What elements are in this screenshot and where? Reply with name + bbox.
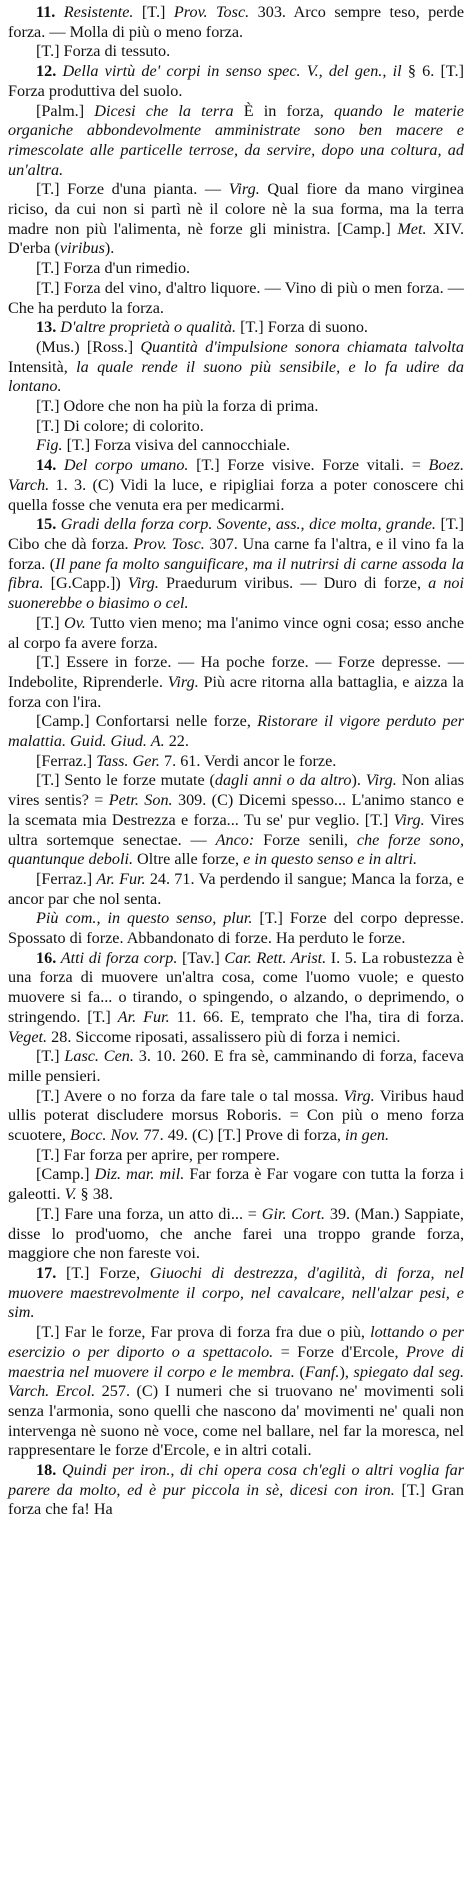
text-run: [T.] Forza del vino, d'altro liquore. — Vino di più o men forza. — Che ha perduto la forza. bbox=[8, 278, 464, 317]
entry-number: 11. bbox=[36, 3, 64, 21]
italic-text: Anco: bbox=[215, 830, 264, 849]
numbered-entry bbox=[8, 1461, 464, 1520]
entry-paragraph bbox=[8, 397, 464, 417]
text-run: ( bbox=[299, 1362, 305, 1381]
italic-text: Più com., in questo senso, plur. bbox=[36, 909, 260, 928]
numbered-entry bbox=[8, 62, 464, 101]
text-run: 3. 10. 260. E fra sè, camminando di forza, faceva mille pensieri. bbox=[8, 1047, 464, 1085]
entry-paragraph bbox=[8, 42, 464, 62]
text-run: 303. Arco sempre teso, perde forza. — Molla di più o meno forza. bbox=[8, 3, 465, 41]
text-run: Praedurum viribus. — Duro di forze, bbox=[166, 574, 429, 593]
text-run: [T.] Far le forze, Far prova di forza fra due o più, bbox=[36, 1323, 371, 1342]
text-run: [T.] bbox=[141, 3, 174, 21]
italic-text: Veget. bbox=[8, 1027, 52, 1046]
entry-number: 14. bbox=[36, 456, 64, 475]
text-run: Non alias vires sentis? = bbox=[8, 771, 464, 810]
text-run: Intensità, bbox=[8, 357, 77, 376]
text-run: Tutto vien meno; ma l'animo vince ogni cosa; esso anche al corpo fa avere forza. bbox=[8, 613, 464, 652]
text-run: Viribus haud ullis poterat discludere morsus Roboris. = Con più o meno forza scuotere, bbox=[8, 1086, 464, 1145]
text-run: 28. Siccome riposati, assalissero più di forza i nemici. bbox=[51, 1027, 401, 1046]
italic-text: Virg. bbox=[167, 672, 204, 691]
entry-paragraph bbox=[8, 1323, 464, 1461]
text-run: Oltre alle forze, bbox=[137, 850, 244, 869]
italic-text: Il pane fa molto sanguificare, ma il nutrirsi di carne assoda la fibra. bbox=[8, 554, 464, 593]
italic-text: Car. Rett. Arist. bbox=[224, 948, 331, 967]
text-run: [Palm.] bbox=[36, 101, 95, 120]
text-run: [Ferraz.] bbox=[36, 751, 97, 770]
text-run: [T.] Avere o no forza da fare tale o tal mossa. bbox=[36, 1086, 344, 1105]
numbered-entry bbox=[8, 318, 464, 338]
entry-paragraph bbox=[8, 417, 464, 437]
numbered-entry bbox=[8, 456, 464, 515]
text-run: [G.Capp.]) bbox=[50, 574, 128, 593]
text-run: [T.] Forza d'un rimedio. bbox=[36, 259, 191, 278]
italic-text: Ov. bbox=[64, 613, 91, 632]
italic-text: Gradi della forza corp. Sovente, ass., dice molta, grande. bbox=[60, 515, 441, 534]
text-run: 309. (C) Dicemi spesso... L'animo stanco e la scemata mia Destrezza e forza... Tu se' pur veglio. [T.] bbox=[8, 791, 464, 829]
text-run: 77. 49. (C) [T.] Prove di forza, bbox=[143, 1126, 345, 1145]
text-run: [T.] Odore che non ha più la forza di prima. bbox=[36, 397, 319, 416]
numbered-entry bbox=[8, 3, 464, 42]
italic-text: Ristorare il vigore perduto per malattia. Guid. Giud. A. bbox=[8, 712, 464, 751]
text-run: [T.] Forza visiva del cannocchiale. bbox=[66, 436, 291, 455]
entry-number: 16. bbox=[36, 948, 61, 967]
text-run: [T.] bbox=[36, 613, 65, 632]
italic-text: Virg. bbox=[365, 771, 402, 790]
italic-text: Quindi per iron., di chi opera cosa ch'egli o altri voglia far parere da molto, ed è pur piccola in sè, dicesi con iron. bbox=[8, 1461, 465, 1499]
text-run: È in forza, bbox=[243, 101, 334, 120]
text-run: [T.] Forza di tessuto. bbox=[36, 42, 171, 61]
entry-paragraph bbox=[8, 870, 464, 909]
text-run: I. 5. La robustezza è una forza di muovere un'altra cosa, come l'uomo vuole; e questo muovere si fa... o tirando, o spingendo, o alzando, o deprimendo, o stringendo. [T.] bbox=[8, 948, 465, 1026]
italic-text: Met. bbox=[397, 219, 434, 238]
numbered-entry bbox=[8, 949, 464, 1048]
text-run: [T.] Sento le forze mutate ( bbox=[36, 771, 215, 790]
text-run: § 6. [T.] Forza produttiva del suolo. bbox=[8, 62, 464, 100]
italic-text: Petr. Son. bbox=[108, 791, 178, 810]
italic-text: Lasc. Cen. bbox=[64, 1047, 139, 1066]
entry-paragraph bbox=[8, 338, 464, 397]
italic-text: Fanf. bbox=[304, 1362, 340, 1381]
entry-number: 18. bbox=[36, 1461, 62, 1480]
italic-text: Dicesi che la terra bbox=[94, 101, 244, 120]
numbered-entry bbox=[8, 515, 464, 614]
entry-number: 17. bbox=[36, 1264, 66, 1282]
text-run: ). bbox=[351, 771, 366, 790]
text-run: [T.] Forze, bbox=[65, 1264, 150, 1282]
italic-text: Virg. bbox=[127, 574, 167, 593]
text-run: (Mus.) [Ross.] bbox=[36, 337, 141, 356]
text-run: ). bbox=[104, 239, 115, 258]
entry-paragraph bbox=[8, 614, 464, 653]
text-run: [T.] Forze visive. Forze vitali. = bbox=[196, 456, 429, 475]
text-run: [T.] Fare una forza, un atto di... = bbox=[36, 1204, 262, 1223]
italic-text: lottando o per esercizio o per diporto o a spettacolo. bbox=[8, 1323, 464, 1361]
entry-number: 15. bbox=[36, 515, 61, 534]
entry-paragraph bbox=[8, 180, 464, 259]
entry-paragraph bbox=[8, 259, 464, 279]
italic-text: e in questo senso e in altri. bbox=[243, 850, 418, 869]
entry-number: 13. bbox=[36, 318, 61, 337]
text-run: [T.] Forza di suono. bbox=[240, 318, 368, 337]
italic-text: viribus bbox=[59, 239, 105, 258]
entry-paragraph bbox=[8, 909, 464, 948]
text-run: Far forza è Far vogare con tutta la forza i galeotti. bbox=[8, 1165, 464, 1204]
text-run: 39. (Man.) Sappiate, disse lo prod'uomo, che anche farei una troppo grande forza, maggiore che non fareste voi. bbox=[8, 1204, 464, 1263]
italic-text: Ar. Fur. bbox=[96, 869, 150, 888]
entry-paragraph bbox=[8, 1047, 464, 1086]
italic-text: la quale rende il suono più sensibile, e lo fa udire da lontano. bbox=[8, 357, 464, 396]
italic-text: Della virtù de' corpi in senso spec. V., del gen., il bbox=[62, 62, 408, 81]
entry-paragraph bbox=[8, 102, 464, 181]
entry-paragraph bbox=[8, 436, 464, 456]
text-run: [Camp.] Confortarsi nelle forze, bbox=[36, 712, 258, 731]
italic-text: Prov. Tosc. bbox=[173, 3, 258, 21]
italic-text: Virg. bbox=[393, 810, 430, 829]
entry-number: 12. bbox=[36, 62, 63, 81]
text-run: ), bbox=[339, 1362, 354, 1381]
italic-text: Virg. bbox=[343, 1086, 380, 1105]
entry-paragraph bbox=[8, 279, 464, 318]
entry-paragraph bbox=[8, 712, 464, 751]
entry-paragraph bbox=[8, 771, 464, 870]
italic-text: Giuochi di destrezza, d'agilità, di forza, nel muovere maestrevolmente il corpo, nel cavalcare, nell'alzar pesi, e sim. bbox=[8, 1264, 464, 1322]
italic-text: quando le materie organiche abbondevolmente amministrate sono ben macere e rimescolate alle particelle terrose, da servire, dopo una coltura, ad un'altra. bbox=[8, 101, 464, 179]
numbered-entry bbox=[8, 1264, 464, 1323]
text-run: 22. bbox=[168, 732, 189, 751]
italic-text: Virg. bbox=[228, 180, 268, 199]
italic-text: dagli anni o da altro bbox=[214, 771, 352, 790]
entry-paragraph bbox=[8, 653, 464, 712]
text-run: 24. 71. Va perdendo il sangue; Manca la forza, e ancor par che nol senta. bbox=[8, 869, 464, 908]
italic-text: Resistente. bbox=[63, 3, 142, 21]
italic-text: che forze sono, quantunque deboli. bbox=[8, 830, 464, 869]
italic-text: Diz. mar. mil. bbox=[94, 1165, 190, 1184]
entry-paragraph bbox=[8, 1205, 464, 1264]
text-run: [T.] Essere in forze. — Ha poche forze. — Forze depresse. — Indebolite, Riprenderle. bbox=[8, 653, 464, 691]
text-run: [Tav.] bbox=[181, 948, 225, 967]
entry-paragraph bbox=[8, 1146, 464, 1166]
italic-text: a noi suonerebbe o biasimo o cel. bbox=[8, 574, 465, 613]
italic-text: spiegato dal seg. Varch. Ercol. bbox=[8, 1362, 464, 1401]
text-run: Qual fiore da mano virginea riciso, da cui non si partì nè il colore nè la sua forma, ma la terra madre non più l'alimenta, nè forze gli ministra. [Camp.] bbox=[8, 180, 464, 238]
text-run: = Forze d'Ercole, bbox=[280, 1342, 406, 1361]
italic-text: Quantità d'impulsione sonora chiamata talvolta bbox=[140, 337, 464, 356]
text-run: § 38. bbox=[80, 1185, 113, 1204]
text-run: [T.] Forze d'una pianta. — bbox=[36, 180, 229, 199]
text-run: Più acre ritorna alla battaglia, e aizza la forza con l'ira. bbox=[8, 672, 464, 711]
entry-paragraph bbox=[8, 752, 464, 772]
italic-text: Del corpo umano. bbox=[63, 456, 197, 475]
text-run: Forze senili, bbox=[263, 830, 357, 849]
italic-text: Ar. Fur. bbox=[117, 1007, 177, 1026]
italic-text: Boez. Varch. bbox=[8, 456, 465, 494]
entry-paragraph bbox=[8, 1165, 464, 1204]
text-run: [T.] bbox=[36, 1047, 65, 1066]
text-run: 307. Una carne fa l'altra, e il vino fa la forza. ( bbox=[8, 534, 465, 573]
italic-text: Prov. Tosc. bbox=[133, 534, 210, 553]
italic-text: in gen. bbox=[345, 1126, 390, 1145]
text-run: 11. 66. E, temprato che l'ha, tira di forza. bbox=[176, 1007, 464, 1026]
italic-text: Gir. Cort. bbox=[261, 1204, 330, 1223]
text-run: [T.] Forze del corpo depresse. Spossato di forze. Abbandonato di forze. Ha perduto le forze. bbox=[8, 909, 464, 948]
text-run: [T.] Di colore; di colorito. bbox=[36, 416, 204, 435]
text-run: 257. (C) I numeri che si truovano ne' movimenti soli senza l'armonia, sono quelli che nascono da' movimenti ne' quali non intervenga nè suono nè voce, come nel ballare, nel far la moresca, nel rappresentare le forze d'Ercole, e in altri cotali. bbox=[8, 1382, 464, 1460]
text-run: XIV. D'erba ( bbox=[8, 219, 464, 258]
italic-text: D'altre proprietà o qualità. bbox=[60, 318, 241, 337]
entry-paragraph bbox=[8, 1087, 464, 1146]
italic-text: Tass. Ger. bbox=[96, 751, 164, 770]
text-run: [T.] Gran forza che fa! Ha bbox=[8, 1480, 465, 1519]
text-run: 1. 3. (C) Vidi la luce, e ripigliai forza a poter conoscere chi quella fosse che venuta era per medicarmi. bbox=[8, 475, 464, 514]
italic-text: V. bbox=[64, 1185, 81, 1204]
text-run: 7. 61. Verdi ancor le forze. bbox=[164, 751, 337, 770]
text-run: [Camp.] bbox=[36, 1165, 95, 1184]
italic-text: Bocc. Nov. bbox=[70, 1126, 144, 1145]
italic-text: Atti di forza corp. bbox=[60, 948, 182, 967]
text-run: [T.] Far forza per aprire, per rompere. bbox=[36, 1145, 280, 1164]
text-run: Vires ultra sortemque senectae. — bbox=[8, 810, 464, 849]
italic-text: Prove di maestria nel muovere il corpo e le membra. bbox=[8, 1342, 464, 1381]
text-run: [Ferraz.] bbox=[36, 869, 97, 888]
text-run: [T.] Cibo che dà forza. bbox=[8, 515, 465, 553]
italic-text: Fig. bbox=[36, 436, 67, 455]
